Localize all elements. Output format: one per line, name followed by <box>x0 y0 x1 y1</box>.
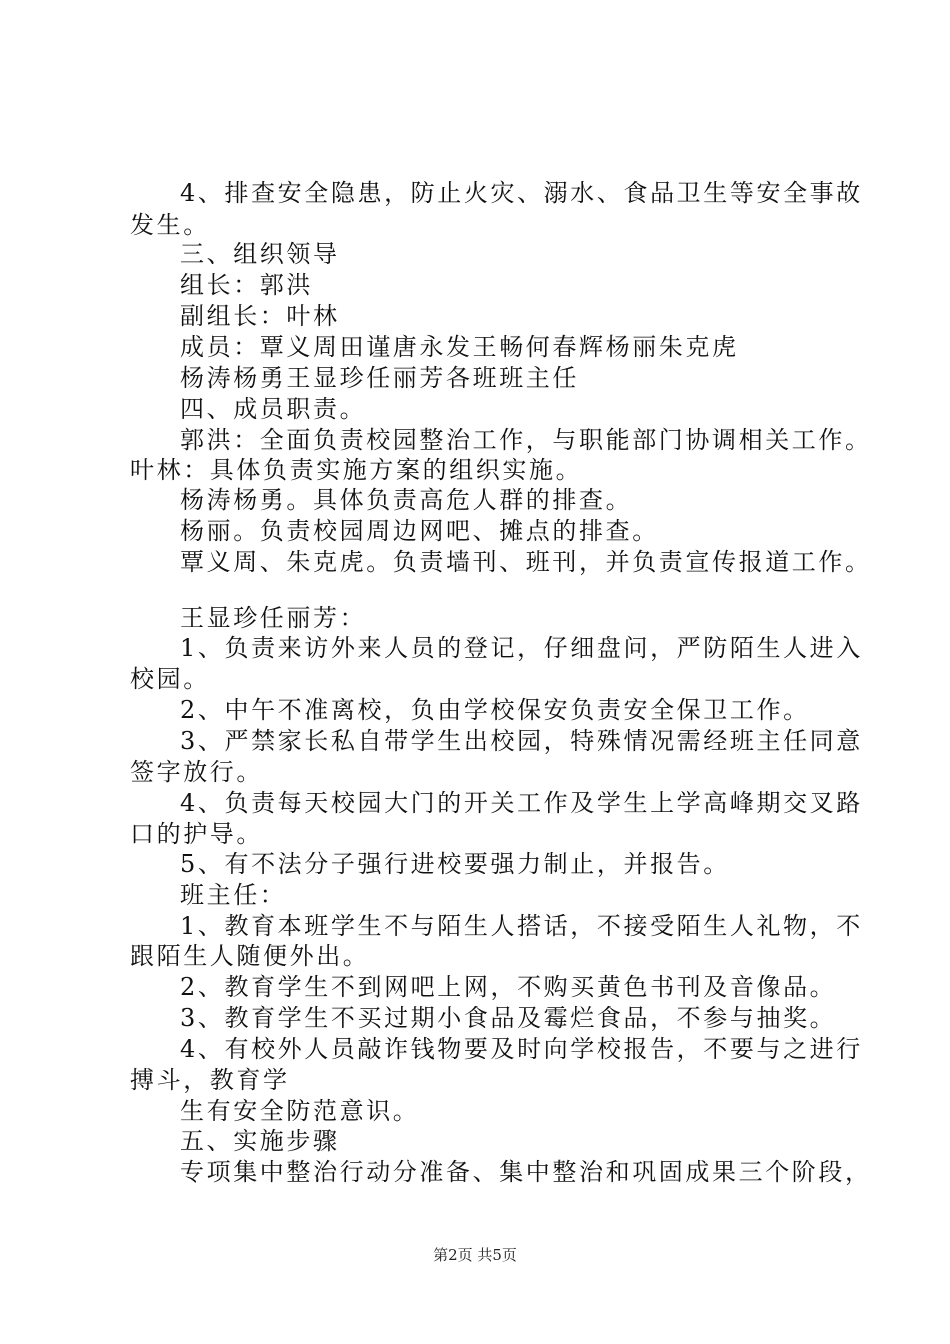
text-line: 5、有不法分子强行进校要强力制止，并报告。 <box>180 850 730 878</box>
text-line: 1、教育本班学生不与陌生人搭话，不接受陌生人礼物，不 <box>180 912 863 940</box>
text-line: 郭洪：全面负责校园整治工作，与职能部门协调相关工作。 <box>180 426 872 454</box>
text-line: 4、排查安全隐患，防止火灾、溺水、食品卫生等安全事故 <box>180 179 863 207</box>
text-line: 3、严禁家长私自带学生出校园，特殊情况需经班主任同意 <box>180 727 863 755</box>
text-line: 杨涛杨勇。具体负责高危人群的排查。 <box>180 486 633 514</box>
text-line: 2、中午不准离校，负由学校保安负责安全保卫工作。 <box>180 696 810 724</box>
text-line: 覃义周、朱克虎。负责墙刊、班刊，并负责宣传报道工作。 <box>180 548 872 576</box>
text-line: 3、教育学生不买过期小食品及霉烂食品，不参与抽奖。 <box>180 1004 837 1032</box>
section-heading: 五、实施步骤 <box>180 1127 340 1155</box>
text-line: 生有安全防范意识。 <box>180 1097 420 1125</box>
text-line: 发生。 <box>130 211 210 239</box>
text-line: 签字放行。 <box>130 758 263 786</box>
text-line: 组长：郭洪 <box>180 271 313 299</box>
text-line: 4、有校外人员敲诈钱物要及时向学校报告，不要与之进行 <box>180 1035 863 1063</box>
text-line: 4、负责每天校园大门的开关工作及学生上学高峰期交叉路 <box>180 789 863 817</box>
text-line: 副组长：叶林 <box>180 302 340 330</box>
text-line: 杨丽。负责校园周边网吧、摊点的排查。 <box>180 517 659 545</box>
text-line: 2、教育学生不到网吧上网，不购买黄色书刊及音像品。 <box>180 973 837 1001</box>
text-line: 跟陌生人随便外出。 <box>130 942 370 970</box>
text-line: 班主任： <box>180 881 287 909</box>
text-line: 1、负责来访外来人员的登记，仔细盘问，严防陌生人进入 <box>180 634 863 662</box>
text-line: 杨涛杨勇王显珍任丽芳各班班主任 <box>180 364 579 392</box>
text-line: 搏斗，教育学 <box>130 1066 290 1094</box>
section-heading: 四、成员职责。 <box>180 395 367 423</box>
text-line: 成员：覃义周田谨唐永发王畅何春辉杨丽朱克虎 <box>180 333 739 361</box>
text-line: 校园。 <box>130 665 210 693</box>
section-heading: 三、组织领导 <box>180 240 340 268</box>
text-line: 王显珍任丽芳： <box>180 604 367 632</box>
text-line: 叶林：具体负责实施方案的组织实施。 <box>130 456 583 484</box>
page-number: 第2页 共5页 <box>433 1246 517 1264</box>
text-line: 口的护导。 <box>130 820 263 848</box>
text-line: 专项集中整治行动分准备、集中整治和巩固成果三个阶段， <box>180 1158 872 1186</box>
